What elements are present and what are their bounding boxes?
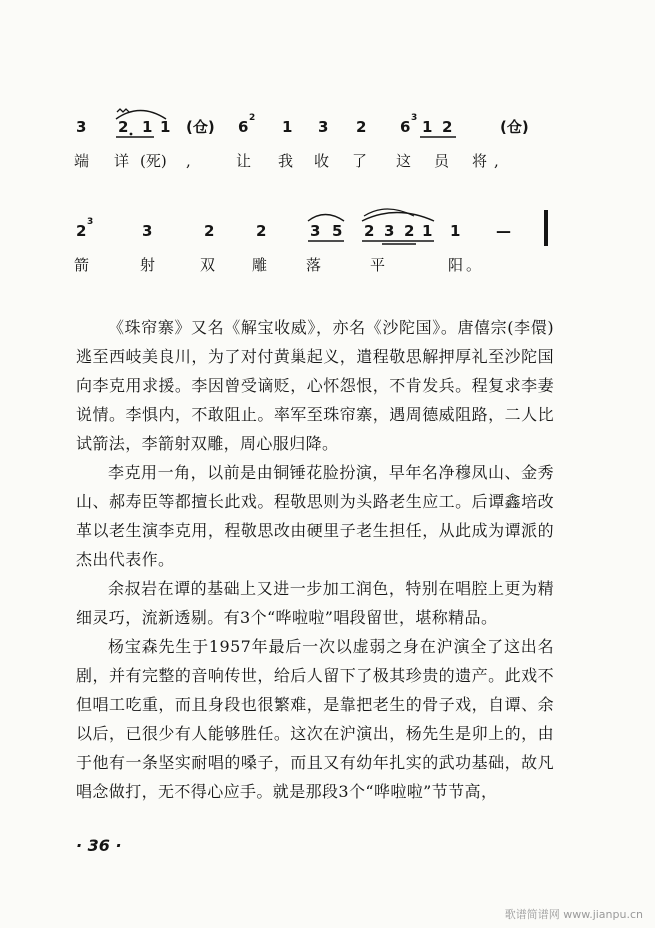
note: 3 [76, 118, 87, 136]
note: 6 [400, 118, 411, 136]
slur [308, 215, 344, 222]
note: 2 [204, 222, 215, 240]
lyric: , [494, 152, 499, 170]
slur [362, 213, 434, 222]
lyric: 。 [466, 256, 482, 274]
lyric: 端 [74, 152, 90, 170]
note: 3 [384, 222, 395, 240]
note: 2 [442, 118, 453, 136]
lyric: 雕 [252, 256, 268, 274]
lyric: 这 [396, 152, 412, 170]
paragraph-yu-shuyan: 余叔岩在谭的基础上又进一步加工润色，特别在唱腔上更为精细灵巧，流新透剔。有3个“哗啦啦”唱段留世，堪称精品。 [76, 579, 554, 627]
lyric: 将 [472, 152, 488, 170]
note: 3 [310, 222, 321, 240]
grace-note: 3 [87, 217, 94, 227]
note: 3 [318, 118, 329, 136]
site-watermark: 歌谱简谱网 www.jianpu.cn [504, 908, 643, 921]
dash: — [496, 222, 511, 240]
note: 2 [76, 222, 87, 240]
lyric: 了 [352, 152, 368, 170]
note: 1 [450, 222, 461, 240]
lyric: 收 [314, 152, 330, 170]
note: 1 [160, 118, 171, 136]
lyric: (死) [140, 152, 167, 170]
lyric: 双 [200, 256, 216, 274]
dot [130, 133, 133, 136]
grace-note: 3 [411, 113, 418, 123]
lyric: 我 [278, 152, 294, 170]
note: 2 [404, 222, 415, 240]
note: 1 [422, 118, 433, 136]
lyric: 射 [140, 256, 156, 274]
note: 2 [118, 118, 129, 136]
note: 1 [422, 222, 433, 240]
jianpu-score [70, 100, 570, 290]
gong-mark: (仓) [186, 118, 215, 136]
score-svg [70, 100, 570, 290]
note: 5 [332, 222, 343, 240]
paragraph-yang-baosen: 杨宝森先生于1957年最后一次以虚弱之身在沪演全了这出名剧，并有完整的音响传世，给后人留下了极其珍贵的遗产。此戏不但唱工吃重，而且身段也很繁难，是靠把老生的骨子戏，自谭、余以后，已很少有人能够胜任。这次在沪演出，杨先生是卯上的，由于他有一条坚实耐唱的嗓子，而且又有幼年扎实的武功基础，故凡唱念做打，无不得心应手。就是那段3个“哗啦啦”节节高， [76, 637, 554, 801]
lyric: 阳 [448, 256, 464, 274]
lyric: 落 [306, 256, 322, 274]
note: 3 [142, 222, 153, 240]
note: 2 [256, 222, 267, 240]
lyric: 员 [434, 152, 450, 170]
note: 1 [142, 118, 153, 136]
note: 2 [356, 118, 367, 136]
note: 6 [238, 118, 249, 136]
note: 1 [282, 118, 293, 136]
lyric: 箭 [74, 256, 90, 274]
paragraph-intro: 《珠帘寨》又名《解宝收威》，亦名《沙陀国》。唐僖宗(李儇)逃至西岐美良川，为了对付黄巢起义，遣程敬思解押厚礼至沙陀国向李克用求援。李因曾受谪贬，心怀怨恨，不肯发兵。程复求李妻说情。李惧内，不敢阻止。率军至珠帘寨，遇周德威阻路，二人比试箭法，李箭射双雕，周心服归降。 [76, 318, 554, 453]
trill-mark [117, 109, 129, 112]
gong-mark: (仓) [500, 118, 529, 136]
lyric: 平 [370, 256, 386, 274]
page-number: · 36 · [76, 836, 122, 855]
lyric: 让 [236, 152, 252, 170]
lyric: 详 [114, 152, 130, 170]
note: 2 [364, 222, 375, 240]
paragraph-history: 李克用一角，以前是由铜锤花脸扮演，早年名净穆凤山、金秀山、郝寿臣等都擅长此戏。程敬思则为头路老生应工。后谭鑫培改革以老生演李克用，程敬思改由硬里子老生担任，从此成为谭派的杰出代表作。 [76, 463, 554, 569]
lyric: , [186, 152, 191, 170]
final-barline [544, 210, 548, 246]
grace-note: 2 [249, 113, 256, 123]
